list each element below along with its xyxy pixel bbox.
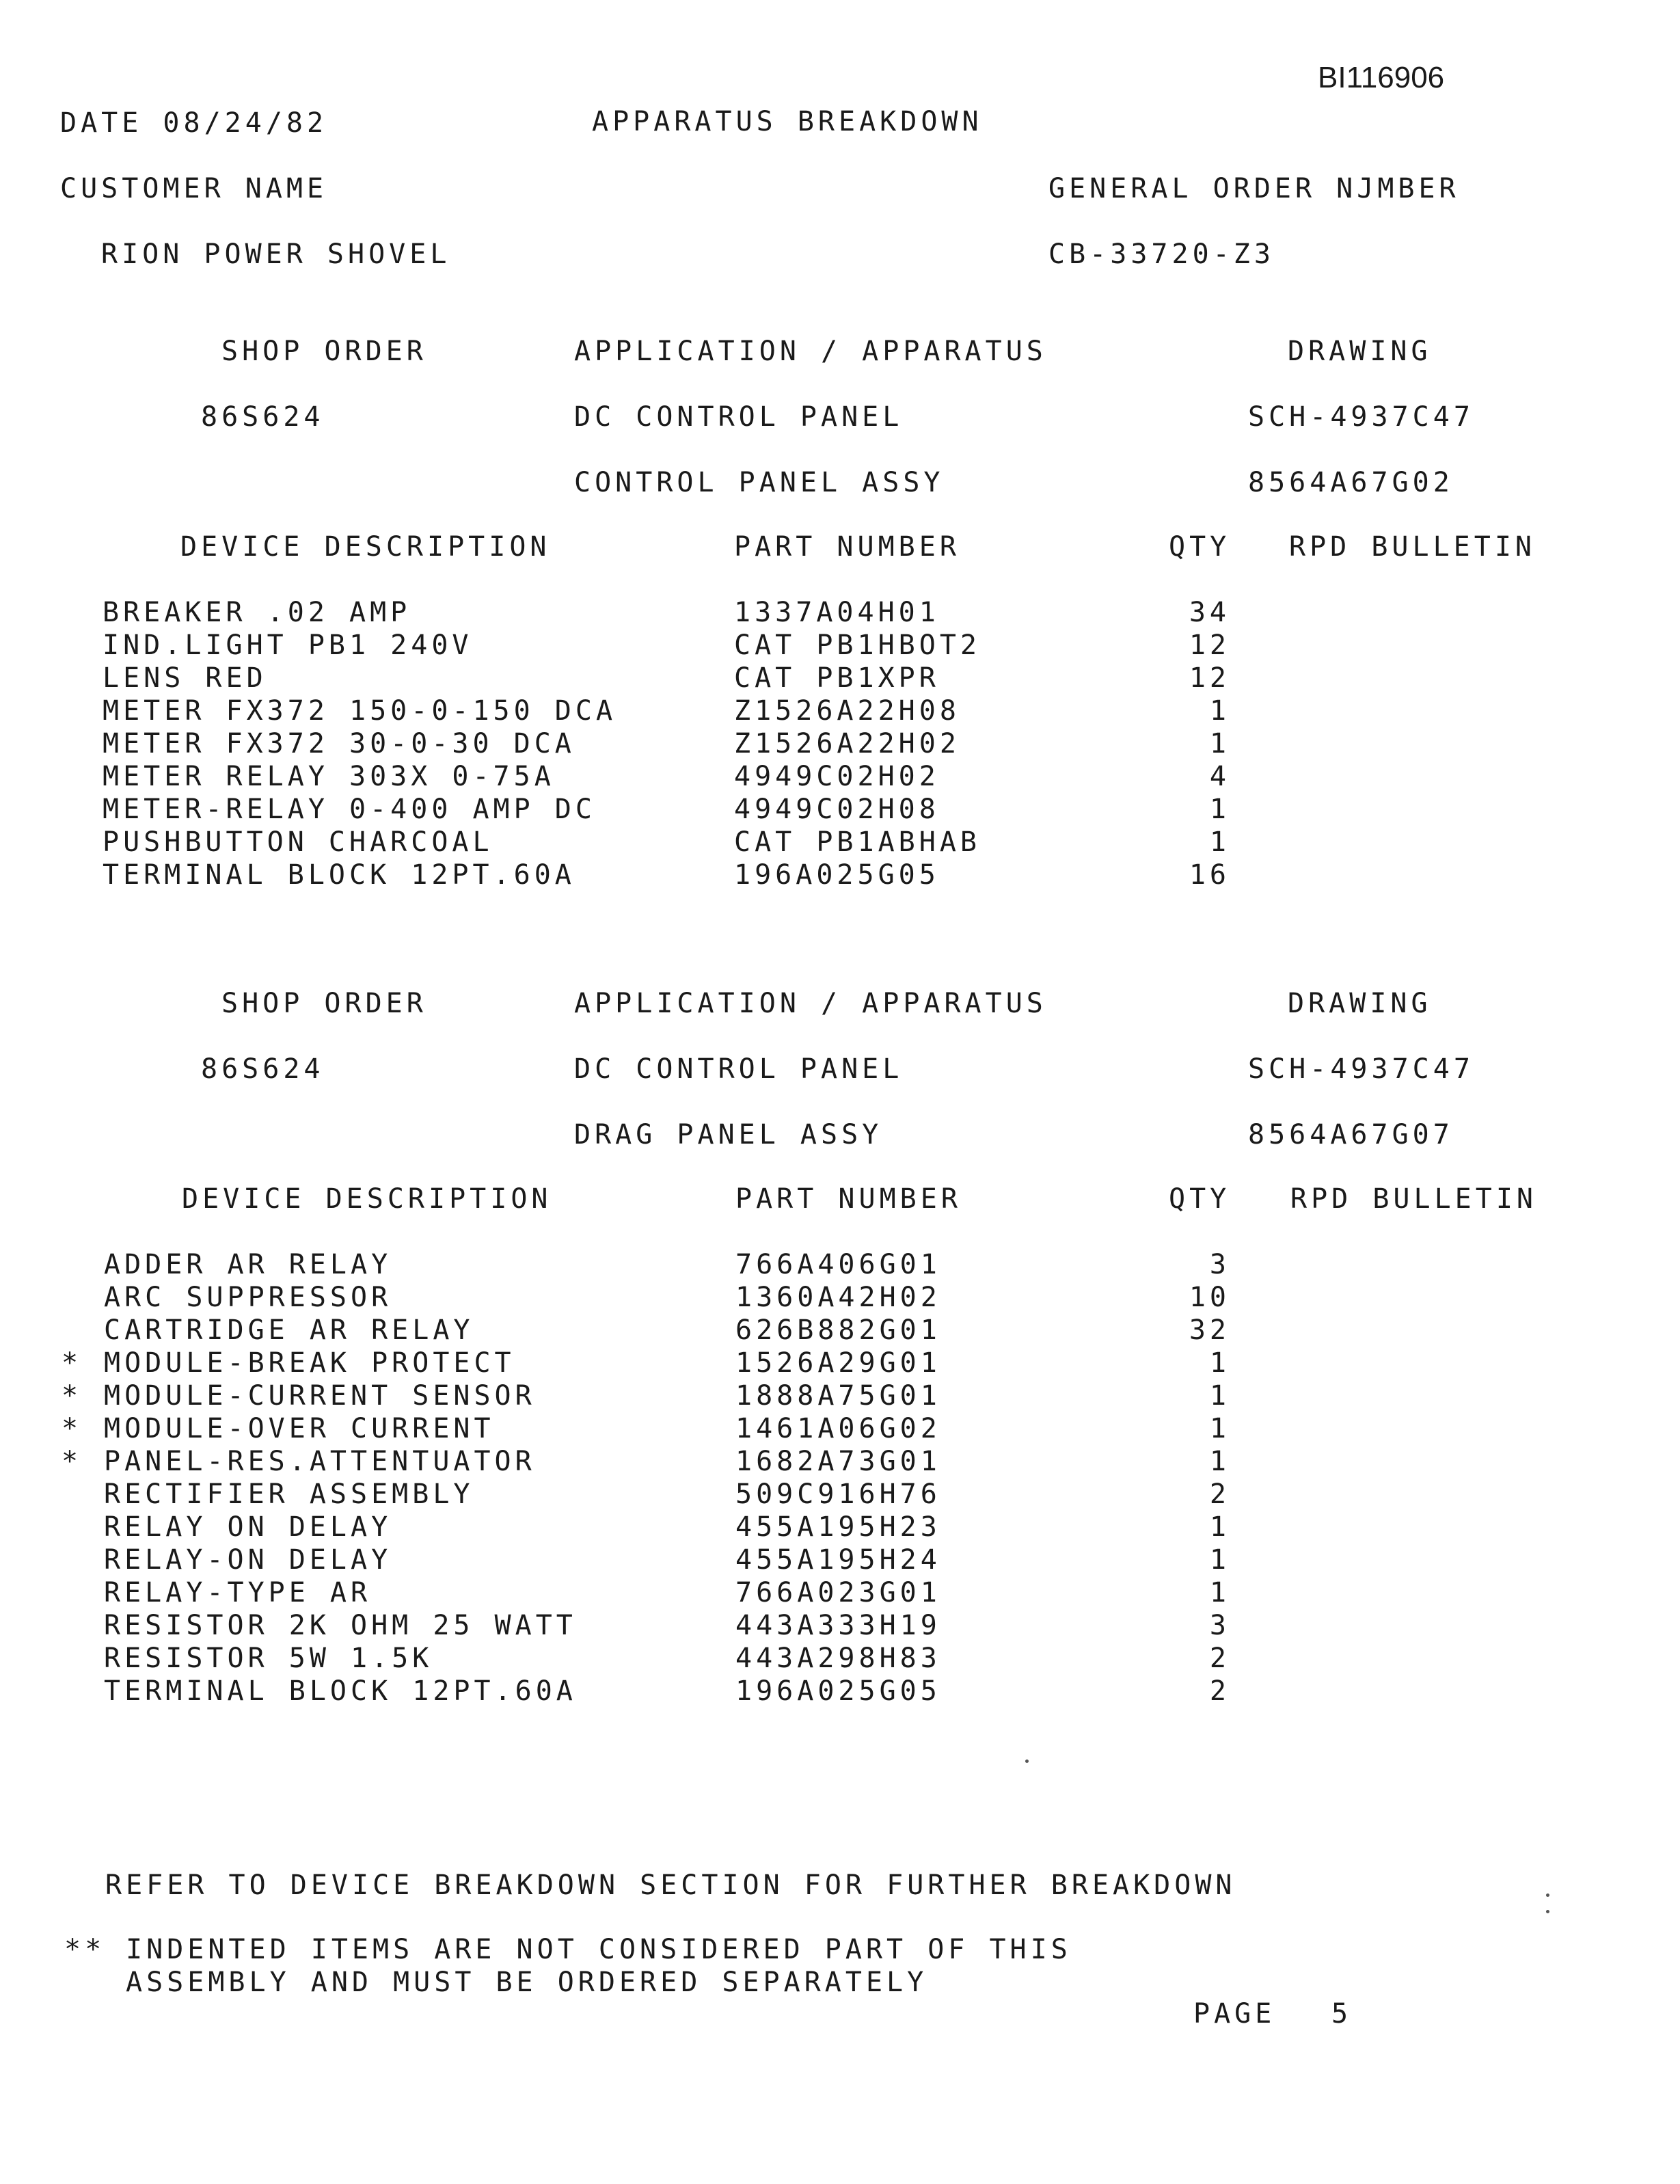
row-part-number: 1461A06G02 xyxy=(735,1413,941,1444)
row-qty: 2 xyxy=(1209,1675,1230,1707)
footer-note-indented-line2: ASSEMBLY AND MUST BE ORDERED SEPARATELY xyxy=(126,1967,928,1998)
row-part-number: 1337A04H01 xyxy=(734,597,940,628)
row-qty: 1 xyxy=(1209,1347,1230,1379)
row-description: LENS RED xyxy=(103,662,267,694)
assembly-name: CONTROL PANEL ASSY xyxy=(574,467,945,498)
row-part-number: 1526A29G01 xyxy=(735,1347,941,1379)
row-description: BREAKER .02 AMP xyxy=(103,597,411,628)
row-description: ARC SUPPRESSOR xyxy=(104,1282,392,1313)
row-description: IND.LIGHT PB1 240V xyxy=(103,630,473,661)
row-part-number: 509C916H76 xyxy=(735,1479,941,1510)
row-part-number: 443A333H19 xyxy=(735,1610,941,1641)
column-header-description: DEVICE DESCRIPTION xyxy=(182,1183,552,1215)
assembly-number: 8564A67G02 xyxy=(1248,467,1454,498)
assembly-number: 8564A67G07 xyxy=(1248,1119,1454,1150)
row-part-number: 1360A42H02 xyxy=(735,1282,941,1313)
report-title: APPARATUS BREAKDOWN xyxy=(592,106,983,137)
customer-name-label: CUSTOMER NAME xyxy=(60,173,328,204)
row-qty: 1 xyxy=(1209,1380,1230,1412)
row-qty: 3 xyxy=(1209,1610,1230,1641)
row-part-number: 4949C02H02 xyxy=(734,761,940,792)
column-header-part-number: PART NUMBER xyxy=(735,1183,962,1215)
row-description: METER RELAY 303X 0-75A xyxy=(103,761,555,792)
row-mark: * xyxy=(62,1446,83,1477)
row-part-number: 626B882G01 xyxy=(735,1315,941,1346)
assembly-name: DRAG PANEL ASSY xyxy=(574,1119,883,1150)
row-description: RELAY-ON DELAY xyxy=(104,1544,392,1576)
column-header-part-number: PART NUMBER xyxy=(734,531,960,563)
row-part-number: 766A023G01 xyxy=(735,1577,941,1608)
column-header-rpd-bulletin: RPD BULLETIN xyxy=(1289,531,1536,563)
shop-order-label: SHOP ORDER xyxy=(221,336,427,367)
application-label: APPLICATION / APPARATUS xyxy=(574,988,1047,1019)
row-qty: 34 xyxy=(1189,597,1230,628)
row-part-number: 196A025G05 xyxy=(734,859,940,891)
row-part-number: 443A298H83 xyxy=(735,1643,941,1674)
row-description: ADDER AR RELAY xyxy=(104,1249,392,1280)
row-description: RELAY-TYPE AR xyxy=(104,1577,372,1608)
row-description: TERMINAL BLOCK 12PT.60A xyxy=(104,1675,577,1707)
shop-order-value: 86S624 xyxy=(201,401,325,433)
row-part-number: 455A195H23 xyxy=(735,1511,941,1543)
row-description: PUSHBUTTON CHARCOAL xyxy=(103,826,493,858)
column-header-description: DEVICE DESCRIPTION xyxy=(180,531,551,563)
row-part-number: 1888A75G01 xyxy=(735,1380,941,1412)
row-mark: * xyxy=(62,1347,83,1379)
scan-speck xyxy=(1546,1893,1549,1897)
document-id: BI116906 xyxy=(1318,61,1445,94)
row-part-number: 766A406G01 xyxy=(735,1249,941,1280)
row-part-number: CAT PB1XPR xyxy=(734,662,940,694)
row-description: METER-RELAY 0-400 AMP DC xyxy=(103,794,596,825)
row-part-number: CAT PB1HBOT2 xyxy=(734,630,981,661)
row-qty: 12 xyxy=(1189,662,1230,694)
row-qty: 16 xyxy=(1189,859,1230,891)
row-part-number: Z1526A22H02 xyxy=(734,728,960,759)
row-qty: 1 xyxy=(1209,1413,1230,1444)
general-order-value: CB-33720-Z3 xyxy=(1048,239,1275,270)
row-description: RESISTOR 2K OHM 25 WATT xyxy=(104,1610,577,1641)
row-description: MODULE-BREAK PROTECT xyxy=(104,1347,515,1379)
shop-order-value: 86S624 xyxy=(201,1053,325,1085)
row-qty: 1 xyxy=(1209,695,1230,727)
row-part-number: 1682A73G01 xyxy=(735,1446,941,1477)
page-number: 5 xyxy=(1331,1998,1353,2030)
row-description: MODULE-CURRENT SENSOR xyxy=(104,1380,536,1412)
row-description: RESISTOR 5W 1.5K xyxy=(104,1643,433,1674)
scan-speck xyxy=(1546,1910,1549,1913)
row-part-number: 4949C02H08 xyxy=(734,794,940,825)
drawing-value: SCH-4937C47 xyxy=(1248,1053,1474,1085)
general-order-label: GENERAL ORDER NJMBER xyxy=(1048,173,1460,204)
scan-speck xyxy=(1025,1760,1029,1763)
row-description: MODULE-OVER CURRENT xyxy=(104,1413,495,1444)
column-header-rpd-bulletin: RPD BULLETIN xyxy=(1290,1183,1537,1215)
row-qty: 1 xyxy=(1209,1446,1230,1477)
row-description: CARTRIDGE AR RELAY xyxy=(104,1315,474,1346)
row-qty: 1 xyxy=(1209,794,1230,825)
customer-name-value: RION POWER SHOVEL xyxy=(101,239,451,270)
row-qty: 3 xyxy=(1209,1249,1230,1280)
row-qty: 1 xyxy=(1209,1577,1230,1608)
row-part-number: CAT PB1ABHAB xyxy=(734,826,981,858)
application-label: APPLICATION / APPARATUS xyxy=(574,336,1047,367)
row-mark: * xyxy=(62,1413,83,1444)
row-description: RECTIFIER ASSEMBLY xyxy=(104,1479,474,1510)
row-part-number: Z1526A22H08 xyxy=(734,695,960,727)
drawing-value: SCH-4937C47 xyxy=(1248,401,1474,433)
row-qty: 10 xyxy=(1189,1282,1230,1313)
report-date: DATE 08/24/82 xyxy=(60,107,328,139)
row-description: RELAY ON DELAY xyxy=(104,1511,392,1543)
row-qty: 12 xyxy=(1189,630,1230,661)
footer-note-mark: ** xyxy=(64,1934,106,1965)
row-description: TERMINAL BLOCK 12PT.60A xyxy=(103,859,575,891)
column-header-qty: QTY xyxy=(1169,531,1231,563)
row-part-number: 196A025G05 xyxy=(735,1675,941,1707)
row-qty: 4 xyxy=(1209,761,1230,792)
row-qty: 1 xyxy=(1209,728,1230,759)
row-part-number: 455A195H24 xyxy=(735,1544,941,1576)
drawing-label: DRAWING xyxy=(1288,988,1432,1019)
row-qty: 32 xyxy=(1189,1315,1230,1346)
row-mark: * xyxy=(62,1380,83,1412)
footer-note-breakdown: REFER TO DEVICE BREAKDOWN SECTION FOR FURTHER BREAKDOWN xyxy=(105,1870,1236,1901)
row-qty: 1 xyxy=(1209,826,1230,858)
row-description: METER FX372 30-0-30 DCA xyxy=(103,728,575,759)
row-qty: 1 xyxy=(1209,1511,1230,1543)
application-value: DC CONTROL PANEL xyxy=(574,1053,904,1085)
row-qty: 2 xyxy=(1209,1479,1230,1510)
row-description: METER FX372 150-0-150 DCA xyxy=(103,695,617,727)
page-label: PAGE xyxy=(1193,1998,1276,2030)
column-header-qty: QTY xyxy=(1169,1183,1231,1215)
application-value: DC CONTROL PANEL xyxy=(574,401,904,433)
row-qty: 1 xyxy=(1209,1544,1230,1576)
row-description: PANEL-RES.ATTENTUATOR xyxy=(104,1446,536,1477)
footer-note-indented-line1: INDENTED ITEMS ARE NOT CONSIDERED PART OF THIS xyxy=(126,1934,1072,1965)
drawing-label: DRAWING xyxy=(1288,336,1432,367)
row-qty: 2 xyxy=(1209,1643,1230,1674)
shop-order-label: SHOP ORDER xyxy=(221,988,427,1019)
